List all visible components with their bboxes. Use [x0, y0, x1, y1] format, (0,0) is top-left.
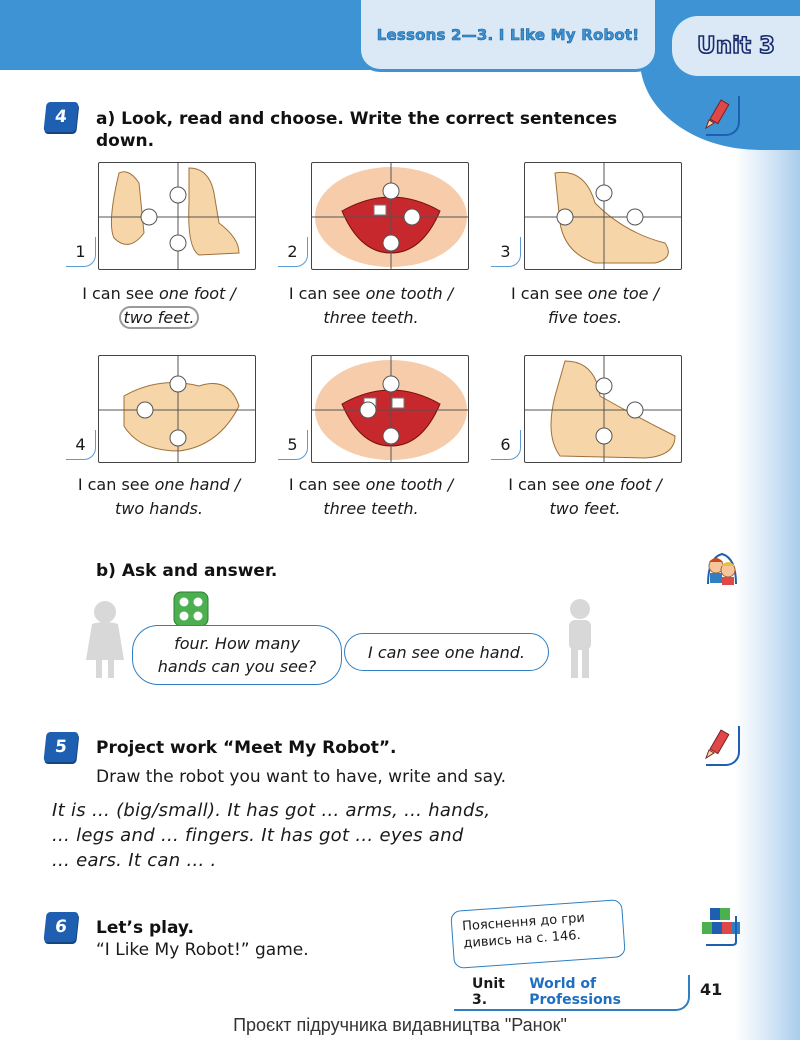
boy-silhouette — [560, 596, 600, 680]
task5-template-line1: It is ... (big/small). It has got ... arms, ... hands, — [52, 800, 491, 821]
task5-template-line2: ... legs and ... fingers. It has got ... eyes and — [52, 825, 464, 846]
footer-unit-title: World of Professions — [529, 976, 621, 1008]
kids-pair-icon — [702, 548, 742, 588]
caption-1-option-a: one foot / — [158, 284, 236, 303]
caption-2 — [266, 282, 476, 330]
note-line1: Пояснення до гри — [461, 910, 586, 935]
bubble-question-line1: four. How many — [174, 634, 300, 653]
caption-2-plain: I can see — [288, 284, 366, 303]
pencil-icon — [700, 98, 734, 132]
caption-5-option-b: three teeth. — [323, 499, 419, 518]
task-number-6: 6 — [43, 912, 78, 942]
caption-4-plain: I can see — [77, 475, 155, 494]
dice-icon — [172, 590, 210, 628]
task5-template-line3: ... ears. It can ... . — [52, 850, 217, 871]
puzzle-picture-5 — [311, 355, 469, 463]
caption-1-plain: I can see — [82, 284, 159, 303]
publisher-credit: Проєкт підручника видавництва "Ранок" — [233, 1015, 567, 1035]
task5-instruction: Draw the robot you want to have, write and say. — [96, 767, 507, 787]
task6-title: Let’s play. — [96, 918, 194, 938]
blocks-game-icon — [700, 906, 742, 946]
puzzle-picture-4 — [98, 355, 256, 463]
caption-3-option-a: one toe / — [587, 284, 659, 303]
caption-2-option-a: one tooth / — [365, 284, 454, 303]
caption-3-option-b: five toes. — [547, 308, 623, 327]
task4-title: a) Look, read and choose. Write the correct sentences down. — [96, 109, 618, 151]
caption-3 — [480, 282, 690, 330]
caption-4-option-a: one hand / — [154, 475, 241, 494]
girl-silhouette — [82, 598, 128, 680]
caption-6-plain: I can see — [508, 475, 585, 494]
lesson-label: Lessons 2—3. I Like My Robot! — [376, 25, 640, 44]
puzzle-picture-6 — [524, 355, 682, 463]
picture-number-2: 2 — [278, 237, 308, 267]
picture-number-1: 1 — [66, 237, 96, 267]
task-number-5: 5 — [43, 732, 78, 762]
game-note-box — [450, 899, 626, 969]
task6-subtitle: “I Like My Robot!” game. — [96, 940, 309, 960]
note-line2: дивись на с. 146. — [462, 928, 582, 952]
right-margin-gradient — [735, 150, 800, 1040]
footer-unit-number: Unit 3. — [472, 976, 505, 1008]
task4b-title: b) Ask and answer. — [96, 561, 278, 581]
picture-number-5: 5 — [278, 430, 308, 460]
caption-5 — [266, 473, 476, 521]
caption-1 — [54, 282, 264, 330]
speech-bubble-question — [132, 625, 342, 685]
puzzle-picture-3 — [524, 162, 682, 270]
footer-unit-label — [454, 975, 690, 1011]
picture-number-3: 3 — [491, 237, 521, 267]
speech-bubble-answer: I can see one hand. — [344, 633, 549, 671]
caption-6 — [480, 473, 690, 521]
page-number: 41 — [700, 980, 723, 999]
caption-1-option-b-circled: two feet. — [119, 306, 200, 329]
puzzle-picture-2 — [311, 162, 469, 270]
task-number-4: 4 — [43, 102, 78, 132]
caption-5-plain: I can see — [288, 475, 366, 494]
puzzle-picture-1 — [98, 162, 256, 270]
unit-label: Unit 3 — [697, 33, 775, 59]
picture-number-4: 4 — [66, 430, 96, 460]
bubble-question-line2: hands can you see? — [157, 657, 317, 676]
caption-3-plain: I can see — [511, 284, 588, 303]
caption-5-option-a: one tooth / — [365, 475, 454, 494]
unit-tab — [672, 16, 800, 76]
caption-6-option-b: two feet. — [549, 499, 621, 518]
caption-4-option-b: two hands. — [115, 499, 203, 518]
lesson-tab — [358, 0, 658, 72]
task5-title: Project work “Meet My Robot”. — [96, 738, 397, 758]
caption-6-option-a: one foot / — [584, 475, 662, 494]
pencil-icon — [700, 728, 734, 762]
caption-2-option-b: three teeth. — [323, 308, 419, 327]
picture-number-6: 6 — [491, 430, 521, 460]
caption-4 — [54, 473, 264, 521]
